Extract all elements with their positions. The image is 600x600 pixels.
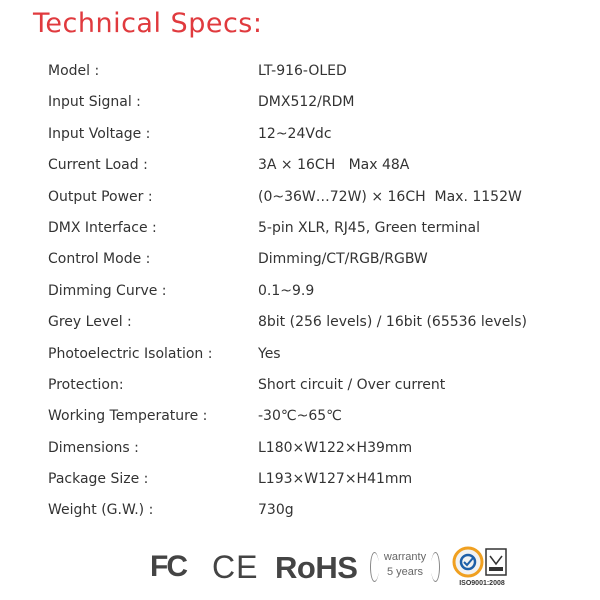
spec-label: Protection: bbox=[48, 376, 124, 393]
spec-value: Dimming/CT/RGB/RGBW bbox=[258, 251, 428, 268]
iso-badge bbox=[450, 546, 514, 590]
spec-label: DMX Interface : bbox=[48, 219, 157, 236]
spec-row-working-temperature bbox=[0, 401, 600, 432]
page-title: Technical Specs: bbox=[33, 8, 263, 39]
warranty-years: 5 years bbox=[386, 566, 424, 578]
spec-value: 3A × 16CH Max 48A bbox=[258, 157, 410, 174]
spec-value: (0~36W…72W) × 16CH Max. 1152W bbox=[258, 188, 522, 205]
spec-label: Dimming Curve : bbox=[48, 282, 167, 299]
spec-value: 5-pin XLR, RJ45, Green terminal bbox=[258, 219, 480, 236]
spec-row-current-load bbox=[0, 150, 600, 181]
spec-row-weight bbox=[0, 495, 600, 526]
spec-label: Photoelectric Isolation : bbox=[48, 345, 213, 362]
spec-row-grey-level bbox=[0, 307, 600, 338]
spec-label: Control Mode : bbox=[48, 251, 151, 268]
spec-value: Yes bbox=[258, 345, 281, 362]
spec-value: LT-916-OLED bbox=[258, 63, 347, 79]
spec-row-package-size bbox=[0, 464, 600, 495]
spec-value: L193×W127×H41mm bbox=[258, 471, 413, 488]
spec-label: Model : bbox=[48, 63, 100, 79]
spec-value: 0.1~9.9 bbox=[258, 282, 315, 299]
fcc-logo: FC bbox=[150, 550, 186, 583]
spec-row-input-voltage bbox=[0, 119, 600, 150]
spec-value: 730g bbox=[258, 502, 294, 519]
iso-label: ISO9001:2008 bbox=[459, 580, 505, 587]
spec-value: 8bit (256 levels) / 16bit (65536 levels) bbox=[258, 314, 527, 331]
spec-label: Input Signal : bbox=[48, 94, 141, 111]
spec-value: L180×W122×H39mm bbox=[258, 439, 413, 456]
spec-label: Output Power : bbox=[48, 188, 153, 205]
spec-value: 12~24Vdc bbox=[258, 125, 332, 142]
spec-label: Dimensions : bbox=[48, 439, 139, 456]
spec-label: Input Voltage : bbox=[48, 125, 151, 142]
ce-logo: CE bbox=[212, 549, 259, 585]
warranty-badge bbox=[372, 550, 438, 584]
warranty-label: warranty bbox=[383, 551, 427, 563]
spec-value: Short circuit / Over current bbox=[258, 376, 446, 393]
spec-row-control-mode bbox=[0, 244, 600, 275]
rohs-logo: RoHS bbox=[275, 550, 358, 585]
spec-label: Working Temperature : bbox=[48, 408, 208, 425]
spec-row-model bbox=[0, 56, 600, 87]
spec-value: -30℃~65℃ bbox=[258, 408, 342, 425]
spec-row-input-signal bbox=[0, 87, 600, 118]
iso-seal-icon bbox=[450, 546, 514, 580]
spec-row-output-power bbox=[0, 182, 600, 213]
spec-row-dimensions bbox=[0, 433, 600, 464]
spec-label: Current Load : bbox=[48, 157, 148, 174]
spec-label: Weight (G.W.) : bbox=[48, 502, 154, 519]
spec-row-protection bbox=[0, 370, 600, 401]
spec-row-photoelectric-isolation bbox=[0, 339, 600, 370]
spec-label: Grey Level : bbox=[48, 314, 132, 331]
spec-row-dimming-curve bbox=[0, 276, 600, 307]
spec-table bbox=[0, 56, 600, 527]
spec-row-dmx-interface bbox=[0, 213, 600, 244]
spec-label: Package Size : bbox=[48, 471, 149, 488]
certification-logos bbox=[150, 544, 530, 590]
spec-value: DMX512/RDM bbox=[258, 94, 355, 111]
